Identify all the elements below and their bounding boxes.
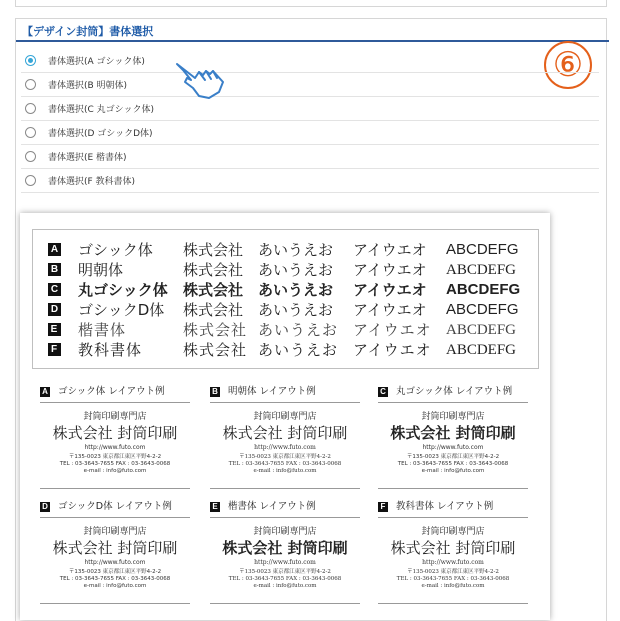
font-letter: D <box>48 303 61 316</box>
divider <box>378 603 528 604</box>
email-address: e-mail : info@futo.com <box>83 583 147 589</box>
previous-section-border <box>15 0 607 7</box>
font-name: 丸ゴシック体 <box>78 281 168 299</box>
font-letter: A <box>48 243 61 256</box>
phone-fax: TEL : 03-3643-7655 FAX : 03-3643-0068 <box>228 461 342 467</box>
font-letter: C <box>48 283 61 296</box>
layout-example-title <box>210 498 360 516</box>
layout-letter: B <box>210 387 220 397</box>
divider <box>210 488 360 489</box>
layout-example-a <box>40 383 190 487</box>
email-address: e-mail : info@futo.com <box>253 583 317 589</box>
layout-example-e <box>210 498 360 602</box>
font-row-a <box>33 240 540 260</box>
layout-example-f <box>378 498 528 602</box>
radio-button[interactable] <box>25 79 36 90</box>
font-sample-company: 株式会社 <box>183 281 244 299</box>
font-sample-latin: ABCDEFG <box>446 301 519 318</box>
phone-fax: TEL : 03-3643-7655 FAX : 03-3643-0068 <box>59 461 171 467</box>
company-name: 株式会社 封筒印刷 <box>222 424 348 442</box>
layout-example-b <box>210 383 360 487</box>
email-address: e-mail : info@futo.com <box>253 468 317 474</box>
font-letter: F <box>48 343 61 356</box>
divider <box>40 517 190 518</box>
layout-title-text: ゴシック体 レイアウト例 <box>58 386 165 397</box>
divider <box>378 517 528 518</box>
option-label: 書体選択(B 明朝体) <box>48 81 128 91</box>
font-sample-hiragana: あいうえお <box>258 321 339 339</box>
radio-button[interactable] <box>25 55 36 66</box>
layout-letter: D <box>40 502 50 512</box>
divider <box>40 603 190 604</box>
layout-title-text: 丸ゴシック体 レイアウト例 <box>396 386 513 397</box>
font-row-c <box>33 280 540 300</box>
layout-example-title <box>210 383 360 401</box>
postal-address: 〒135-0023 東京都江東区平野4-2-2 <box>239 454 331 460</box>
layout-letter: F <box>378 502 388 512</box>
radio-button[interactable] <box>25 127 36 138</box>
shop-name: 封筒印刷専門店 <box>83 412 147 422</box>
step-number-badge: ⑥ <box>544 41 592 89</box>
email-address: e-mail : info@futo.com <box>83 468 147 474</box>
font-sample-hiragana: あいうえお <box>258 341 339 359</box>
email-address: e-mail : info@futo.com <box>421 583 485 589</box>
font-option-f[interactable] <box>21 169 599 193</box>
font-row-d <box>33 300 540 320</box>
font-sample-latin: ABCDEFG <box>446 262 517 278</box>
divider <box>210 402 360 403</box>
website-url: http://www.futo.com <box>422 559 484 566</box>
postal-address: 〒135-0023 東京都江東区平野4-2-2 <box>407 569 499 575</box>
font-sample-hiragana: あいうえお <box>258 281 334 299</box>
font-letter: E <box>48 323 61 336</box>
website-url: http://www.futo.com <box>254 444 316 451</box>
email-address: e-mail : info@futo.com <box>421 468 485 474</box>
company-name: 株式会社 封筒印刷 <box>52 424 178 442</box>
website-url: http://www.futo.com <box>422 444 484 451</box>
phone-fax: TEL : 03-3643-7655 FAX : 03-3643-0068 <box>396 576 510 582</box>
option-label: 書体選択(C 丸ゴシック体) <box>48 105 154 115</box>
layout-title-text: 教科書体 レイアウト例 <box>396 501 494 512</box>
company-name: 株式会社 封筒印刷 <box>390 424 516 442</box>
font-option-d[interactable] <box>21 121 599 145</box>
postal-address: 〒135-0023 東京都江東区平野4-2-2 <box>406 454 500 460</box>
phone-fax: TEL : 03-3643-7655 FAX : 03-3643-0068 <box>397 461 509 467</box>
font-sample-katakana: アイウエオ <box>353 241 427 259</box>
font-row-b <box>33 260 540 280</box>
font-name: ゴシック体 <box>78 241 153 259</box>
font-sample-sheet <box>20 213 550 620</box>
option-label: 書体選択(F 教科書体) <box>48 177 136 187</box>
section-heading: 【デザイン封筒】書体選択 <box>22 25 154 38</box>
postal-address: 〒135-0023 東京都江東区平野4-2-2 <box>68 454 162 460</box>
shop-name: 封筒印刷専門店 <box>253 412 317 422</box>
layout-example-c <box>378 383 528 487</box>
font-option-b[interactable] <box>21 73 599 97</box>
font-sample-latin: ABCDEFG <box>446 281 521 298</box>
font-sample-latin: ABCDEFG <box>446 241 519 258</box>
font-option-e[interactable] <box>21 145 599 169</box>
company-name: 株式会社 封筒印刷 <box>52 539 178 557</box>
radio-button[interactable] <box>25 175 36 186</box>
font-name: 明朝体 <box>78 261 124 279</box>
divider <box>40 402 190 403</box>
layout-example-title <box>40 498 190 516</box>
font-sample-company: 株式会社 <box>183 321 248 339</box>
phone-fax: TEL : 03-3643-7655 FAX : 03-3643-0068 <box>59 576 171 582</box>
font-letter: B <box>48 263 61 276</box>
layout-letter: C <box>378 387 388 397</box>
font-name: 教科書体 <box>78 341 143 359</box>
company-name: 株式会社 封筒印刷 <box>390 539 516 557</box>
pointing-hand-icon <box>173 58 231 102</box>
font-sample-katakana: アイウエオ <box>353 281 427 299</box>
font-name: ゴシックD体 <box>78 301 165 319</box>
shop-name: 封筒印刷専門店 <box>253 527 317 537</box>
font-sample-hiragana: あいうえお <box>258 241 334 259</box>
radio-button[interactable] <box>25 151 36 162</box>
font-sample-latin: ABCDEFG <box>446 322 517 338</box>
font-comparison-table <box>32 229 539 369</box>
font-sample-company: 株式会社 <box>183 301 244 319</box>
postal-address: 〒135-0023 東京都江東区平野4-2-2 <box>239 569 331 575</box>
font-option-a[interactable] <box>21 49 599 73</box>
font-name: 楷書体 <box>78 321 127 339</box>
website-url: http://www.futo.com <box>84 444 146 451</box>
font-option-list <box>21 49 599 193</box>
divider <box>210 603 360 604</box>
font-sample-katakana: アイウエオ <box>353 301 427 319</box>
font-sample-company: 株式会社 <box>183 241 244 259</box>
layout-letter: A <box>40 387 50 397</box>
shop-name: 封筒印刷専門店 <box>421 412 485 422</box>
font-row-f <box>33 340 540 360</box>
font-sample-company: 株式会社 <box>183 341 248 359</box>
font-sample-katakana: アイウエオ <box>353 341 432 359</box>
divider <box>210 517 360 518</box>
radio-button[interactable] <box>25 103 36 114</box>
font-sample-latin: ABCDEFG <box>446 342 517 358</box>
website-url: http://www.futo.com <box>254 559 316 566</box>
divider <box>378 488 528 489</box>
font-option-c[interactable] <box>21 97 599 121</box>
font-sample-katakana: アイウエオ <box>353 321 432 339</box>
font-sample-company: 株式会社 <box>183 261 244 279</box>
layout-example-title <box>378 498 528 516</box>
layout-title-text: 明朝体 レイアウト例 <box>228 386 316 397</box>
font-sample-hiragana: あいうえお <box>258 261 334 279</box>
layout-example-title <box>378 383 528 401</box>
divider <box>40 488 190 489</box>
option-label: 書体選択(D ゴシックD体) <box>48 129 153 139</box>
divider <box>378 402 528 403</box>
shop-name: 封筒印刷専門店 <box>83 527 147 537</box>
website-url: http://www.futo.com <box>84 559 146 566</box>
layout-letter: E <box>210 502 220 512</box>
font-sample-katakana: アイウエオ <box>353 261 427 279</box>
phone-fax: TEL : 03-3643-7655 FAX : 03-3643-0068 <box>228 576 342 582</box>
option-label: 書体選択(E 楷書体) <box>48 153 127 163</box>
font-row-e <box>33 320 540 340</box>
font-sample-hiragana: あいうえお <box>258 301 334 319</box>
shop-name: 封筒印刷専門店 <box>421 527 485 537</box>
company-name: 株式会社 封筒印刷 <box>222 539 348 557</box>
layout-example-d <box>40 498 190 602</box>
layout-title-text: 楷書体 レイアウト例 <box>228 501 316 512</box>
postal-address: 〒135-0023 東京都江東区平野4-2-2 <box>68 569 162 575</box>
heading-rule <box>16 40 609 42</box>
layout-example-title <box>40 383 190 401</box>
layout-title-text: ゴシックD体 レイアウト例 <box>58 501 172 512</box>
option-label: 書体選択(A ゴシック体) <box>48 57 145 67</box>
